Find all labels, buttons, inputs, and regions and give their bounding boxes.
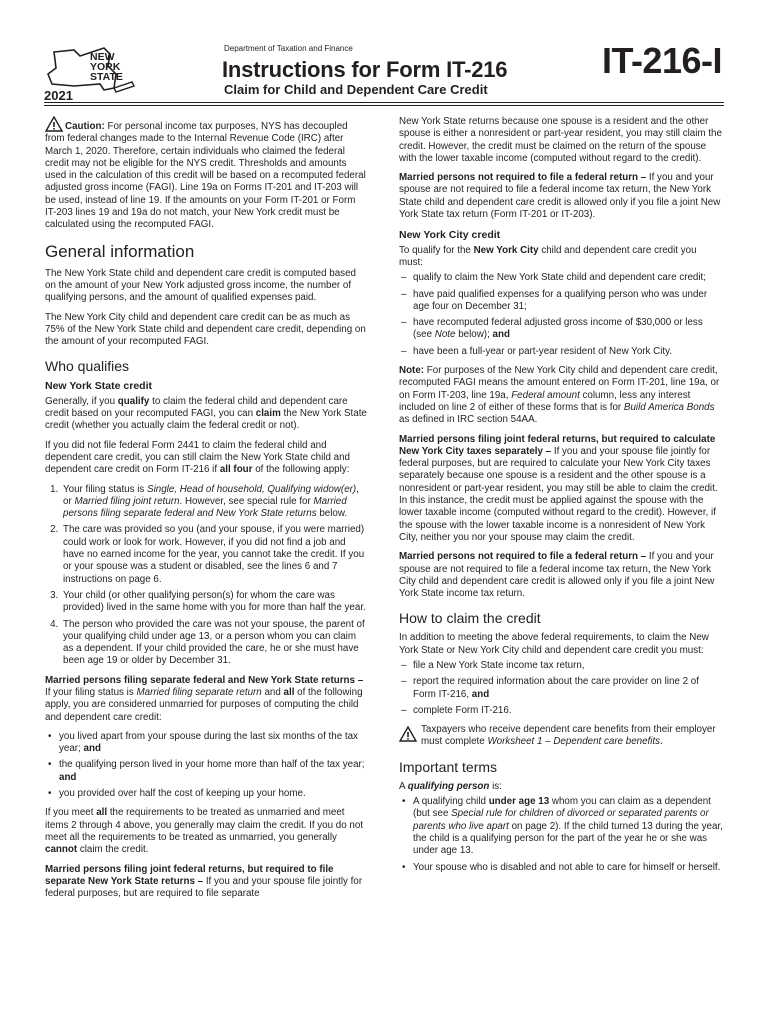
general-paragraph-1: The New York State child and dependent care credit is computed based on the amount of your New York adjusted gross income, the number of qualifying persons, and the amount of qualified expenses paid. — [45, 267, 356, 304]
list-item: – complete Form IT-216. — [413, 705, 723, 717]
left-column — [45, 116, 369, 907]
how-to-claim-heading: How to claim the credit — [399, 610, 541, 627]
nys-paragraph-2: If you did not file federal Form 2441 to claim the federal child and dependent care credit, you can still claim the New York State child and dependent care credit on Form IT-216 if all four of the following apply: — [45, 439, 350, 476]
nyc-credit-heading: New York City credit — [399, 229, 501, 242]
list-item: – file a New York State income tax return, — [413, 660, 723, 672]
unmarried-conditions-list — [45, 731, 369, 800]
list-item: • Your spouse who is disabled and not able to care for himself or herself. — [413, 862, 723, 874]
nys-logo — [44, 44, 136, 104]
logo-new: NEW — [90, 51, 115, 63]
continued-paragraph: New York State returns because one spouse is a resident and the other spouse is either a nonresident or part-year resident, you may still claim the credit. However, the credit must be claimed on the return of the spouse with the lower taxable income (computed without regard to the credit). — [399, 116, 722, 164]
list-item: – report the required information about the care provider on line 2 of Form IT-216, and — [413, 676, 723, 701]
nyc-requirements-list — [399, 272, 723, 358]
note-paragraph: Note: For purposes of the New York City child and dependent care credit, recomputed FAGI means the amount entered on Form IT-201, line 19a, or on Form IT-203, line 19a, Federal amount column, less any interest included on line 2 of either of these forms that is for Build America Bonds as defined in IRC section 54AA. — [399, 365, 720, 426]
warning-icon — [399, 726, 417, 742]
header-rule-2 — [44, 105, 724, 106]
separate-returns-paragraph: Married persons filing separate federal and New York State returns – If your filing status is Married filing separate return and all of the following apply, you are considered unmarried for purposes of computing the child and dependent care credit: — [45, 674, 364, 723]
list-item: • you lived apart from your spouse during the last six months of the tax year; and — [59, 731, 369, 756]
list-item: • you provided over half the cost of keeping up your home. — [59, 788, 369, 800]
page-subtitle: Claim for Child and Dependent Care Credit — [224, 82, 488, 97]
qualifying-person-intro: A qualifying person is: — [399, 780, 502, 792]
general-information-heading: General information — [45, 241, 195, 261]
nys-paragraph-1: Generally, if you qualify to claim the federal child and dependent care credit based on your recomputed FAGI, you can claim the New York State credit (whether you actually claim the federal credit or not). — [45, 395, 367, 432]
list-item: • A qualifying child under age 13 whom you can claim as a dependent (but see Special rule for children of divorced or separated parents or parents who live apart on page 2). If the child turned 13 during the year, the child is a qualifying person for the part of the year he or she was under age 13. — [413, 796, 723, 857]
dependent-care-benefits-note: Taxpayers who receive dependent care benefits from their employer must complete Worksheet 1 – Dependent care benefits. — [399, 724, 723, 749]
joint-federal-paragraph: Married persons filing joint federal returns, but required to file separate New York State returns – If you and your spouse file jointly for federal purposes, but are required to file separate — [45, 863, 363, 900]
list-item: 1. Your filing status is Single, Head of household, Qualifying widow(er), or Married filing joint return. However, see special rule for Married persons filing separate federal and New York State returns below. — [61, 484, 369, 521]
warning-icon — [45, 116, 63, 132]
form-number: IT-216-I — [601, 40, 722, 81]
qualifying-person-list — [399, 796, 723, 874]
caution-label: Caution: — [65, 121, 105, 132]
list-item: – qualify to claim the New York State child and dependent care credit; — [413, 272, 723, 284]
list-item: 4. The person who provided the care was not your spouse, the parent of your qualifying child under age 13, or a person whom you can claim as a dependent. If your child provided the care, he or she must have been age 19 or older by December 31. — [61, 619, 369, 668]
tax-year: 2021 — [44, 88, 73, 103]
meet-requirements-paragraph: If you meet all the requirements to be treated as unmarried and meet items 2 through 4 above, you generally may claim the credit. If you do not meet all the requirements to be treated as unmarried, you generally cannot claim the credit. — [45, 807, 364, 856]
page-title: Instructions for Form IT-216 — [222, 57, 508, 82]
list-item: – have been a full-year or part-year resident of New York City. — [413, 346, 723, 358]
nys-credit-heading: New York State credit — [45, 380, 152, 393]
header-rule — [44, 102, 724, 103]
who-qualifies-heading: Who qualifies — [45, 358, 130, 375]
general-paragraph-2: The New York City child and dependent care credit can be as much as 75% of the New York State child and dependent care credit, depending on the amount of your recomputed FAGI. — [45, 311, 366, 348]
list-item: – have paid qualified expenses for a qualifying person who was under age four on December 31; — [413, 289, 723, 314]
nyc-intro: To qualify for the New York City child and dependent care credit you must: — [399, 244, 697, 268]
logo-state: STATE — [90, 71, 123, 83]
how-to-claim-list — [399, 660, 723, 717]
important-terms-heading: Important terms — [399, 758, 498, 775]
caution-paragraph — [45, 116, 369, 232]
list-item: 2. The care was provided so you (and your spouse, if you were married) could work or look for work. However, if you did not find a job and have no earned income for the year, you cannot take the credit. If you or your spouse was a student or disabled, see the lines 6 and 7 instructions on page 6. — [61, 524, 369, 585]
department-name: Department of Taxation and Finance — [224, 44, 353, 53]
list-item: 3. Your child (or other qualifying person(s) for whom the care was provided) lived in the same home with you for more than half the year. — [61, 590, 369, 615]
right-column — [399, 116, 723, 881]
list-item: • the qualifying person lived in your home more than half of the tax year; and — [59, 759, 369, 784]
how-to-claim-intro: In addition to meeting the above federal requirements, to claim the New York State or New York City child and dependent care credit you must: — [399, 632, 709, 656]
joint-nyc-paragraph: Married persons filing joint federal returns, but required to calculate New York City taxes separately – If you and your spouse file jointly for federal purposes, but are required to calculate your New York City taxes separately because one spouse is a resident and the other spouse is a nonresident or part-year resident, you may still be able to claim the credit. In this instance, the credit must be applied against the spouse with the lower taxable income (computed without regard to the credit). However, if the spouse with the lower taxable income is a nonresident of New York City, neither you nor your spouse may claim the credit. — [399, 433, 718, 543]
not-required-federal-nyc-paragraph: Married persons not required to file a federal return – If you and your spouse are not required to file a federal income tax return, the New York City child and dependent care credit is allowed only if you file a joint New York State income tax return. — [399, 551, 715, 600]
not-required-federal-nys-paragraph: Married persons not required to file a federal return – If you and your spouse are not required to file a federal income tax return, the New York State child and dependent care credit is allowed only if you file a joint New York State tax return (Form IT-201 or IT-203). — [399, 172, 721, 221]
logo-york: YORK — [90, 61, 121, 73]
requirements-list — [45, 484, 369, 668]
list-item: – have recomputed federal adjusted gross income of $30,000 or less (see Note below); and — [413, 317, 723, 342]
caution-text: For personal income tax purposes, NYS has decoupled from federal changes made to the Internal Revenue Code (IRC) after March 1, 2020. Therefore, certain individuals who claimed the federal credit may not be eligible for the NYS credit. Thresholds and amounts used in the calculation of this credit will be based on a recomputed federal adjusted gross income (FAGI). Line 19a on Forms IT-201 and IT-203 will be used, instead of line 19. If the amounts on your Form IT-201 or Form IT-203 lines 19 and 19a do not match, your New York credit must be calculated using the recomputed FAGI. — [45, 121, 366, 231]
